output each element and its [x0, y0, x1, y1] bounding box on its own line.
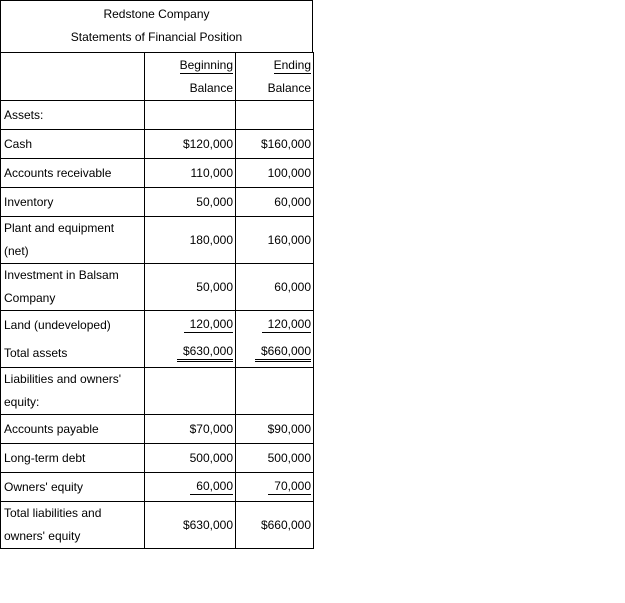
end-value [236, 339, 314, 368]
table-row [1, 473, 314, 502]
table-row [1, 188, 314, 217]
end-value [236, 311, 314, 340]
begin-value: 180,000 [145, 217, 236, 264]
end-value: $660,000 [236, 502, 314, 549]
table-row [1, 311, 314, 340]
begin-value [145, 339, 236, 368]
table-row-total [1, 502, 314, 549]
header-text: Beginning [179, 57, 233, 72]
end-value [236, 473, 314, 502]
header-text: Balance [267, 80, 311, 95]
underlined-value: 70,000 [268, 479, 311, 495]
empty-cell [236, 101, 314, 130]
row-label [1, 264, 145, 311]
header-text: Ending [273, 57, 311, 72]
table-row [1, 217, 314, 264]
begin-value: 110,000 [145, 159, 236, 188]
row-label: Total assets [1, 339, 145, 368]
end-value: $90,000 [236, 415, 314, 444]
row-label: Cash [1, 130, 145, 159]
row-label: Land (undeveloped) [1, 311, 145, 340]
underlined-value: 120,000 [184, 317, 233, 333]
row-label: Inventory [1, 188, 145, 217]
statement-title: Statements of Financial Position [70, 30, 243, 44]
table-row [1, 159, 314, 188]
section-label [1, 368, 145, 415]
begin-value: 50,000 [145, 188, 236, 217]
ending-balance-header [236, 53, 314, 101]
header-text: Balance [189, 80, 233, 95]
section-label-line: Liabilities and owners' [4, 372, 122, 386]
end-value: 100,000 [236, 159, 314, 188]
table-row-total [1, 339, 314, 368]
table-row [1, 130, 314, 159]
empty-cell [145, 101, 236, 130]
underlined-value: 60,000 [190, 479, 233, 495]
begin-value: 50,000 [145, 264, 236, 311]
row-label [1, 502, 145, 549]
section-row-assets [1, 101, 314, 130]
section-label-line: equity: [4, 395, 40, 409]
row-label: Accounts receivable [1, 159, 145, 188]
begin-value: 500,000 [145, 444, 236, 473]
row-label-line: (net) [4, 244, 29, 258]
end-value: $160,000 [236, 130, 314, 159]
double-underlined-value: $660,000 [255, 344, 311, 362]
empty-cell [145, 368, 236, 415]
row-label [1, 217, 145, 264]
end-value: 60,000 [236, 264, 314, 311]
table-row [1, 444, 314, 473]
row-label-line: Total liabilities and [4, 506, 102, 520]
beginning-balance-header [145, 53, 236, 101]
begin-value [145, 473, 236, 502]
blank-header-cell [1, 53, 145, 101]
empty-cell [236, 368, 314, 415]
table-row [1, 264, 314, 311]
begin-value: $120,000 [145, 130, 236, 159]
column-header-row [1, 53, 314, 101]
end-value: 160,000 [236, 217, 314, 264]
balance-table [0, 52, 314, 549]
row-label: Long-term debt [1, 444, 145, 473]
end-value: 60,000 [236, 188, 314, 217]
section-label: Assets: [1, 101, 145, 130]
table-row [1, 415, 314, 444]
row-label-line: Company [4, 291, 56, 305]
row-label-line: Investment in Balsam [4, 268, 119, 282]
begin-value [145, 311, 236, 340]
end-value: 500,000 [236, 444, 314, 473]
row-label-line: owners' equity [4, 529, 81, 543]
begin-value: $70,000 [145, 415, 236, 444]
row-label-line: Plant and equipment [4, 221, 115, 235]
statement-header [0, 0, 313, 52]
double-underlined-value: $630,000 [177, 344, 233, 362]
company-name: Redstone Company [103, 7, 210, 21]
row-label: Accounts payable [1, 415, 145, 444]
begin-value: $630,000 [145, 502, 236, 549]
underlined-value: 120,000 [262, 317, 311, 333]
row-label: Owners' equity [1, 473, 145, 502]
section-row-liabilities [1, 368, 314, 415]
